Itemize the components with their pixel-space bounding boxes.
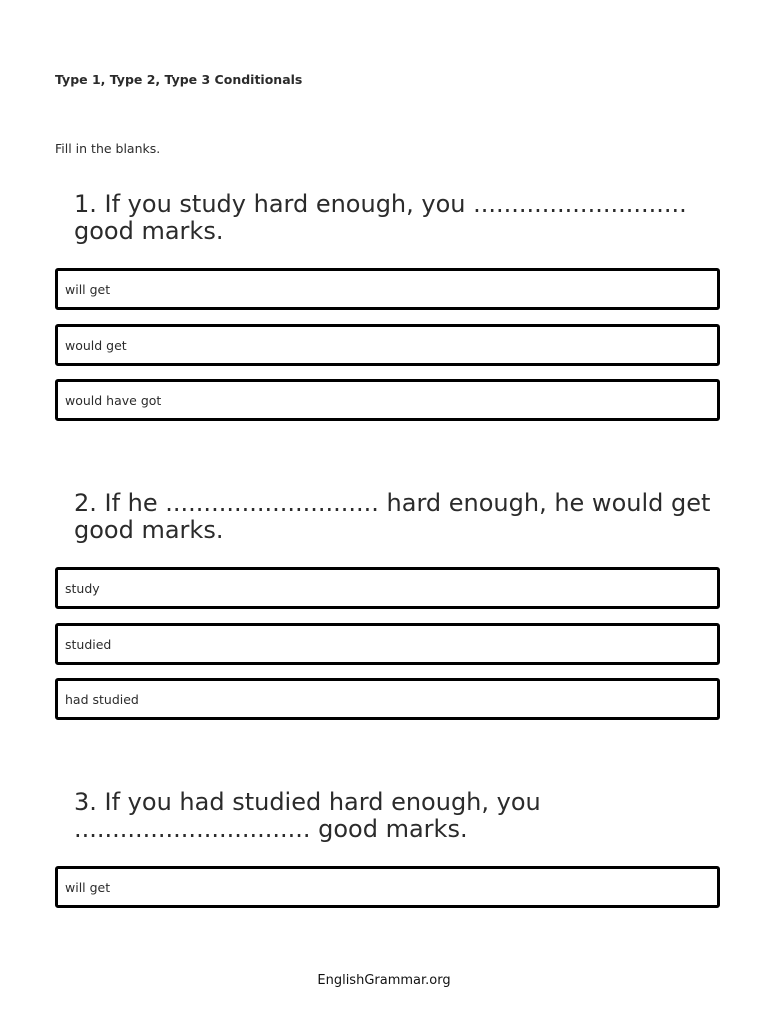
question-1-text: 1. If you study hard enough, you ............................ good marks. [74,190,687,245]
instructions-text: Fill in the blanks. [55,141,161,156]
question-3-option-1[interactable]: will get [55,866,720,908]
question-1-option-2[interactable]: would get [55,324,720,366]
footer-site-name: EnglishGrammar.org [317,973,451,988]
question-2-option-1[interactable]: study [55,567,720,609]
question-1-option-1[interactable]: will get [55,268,720,310]
question-3-text: 3. If you had studied hard enough, you ............................... good marks. [74,788,541,843]
question-2-text: 2. If he ............................ hard enough, he would get good marks. [74,489,711,544]
question-1-option-3[interactable]: would have got [55,379,720,421]
question-2-option-2[interactable]: studied [55,623,720,665]
worksheet-title: Type 1, Type 2, Type 3 Conditionals [55,72,303,87]
question-2-option-3[interactable]: had studied [55,678,720,720]
